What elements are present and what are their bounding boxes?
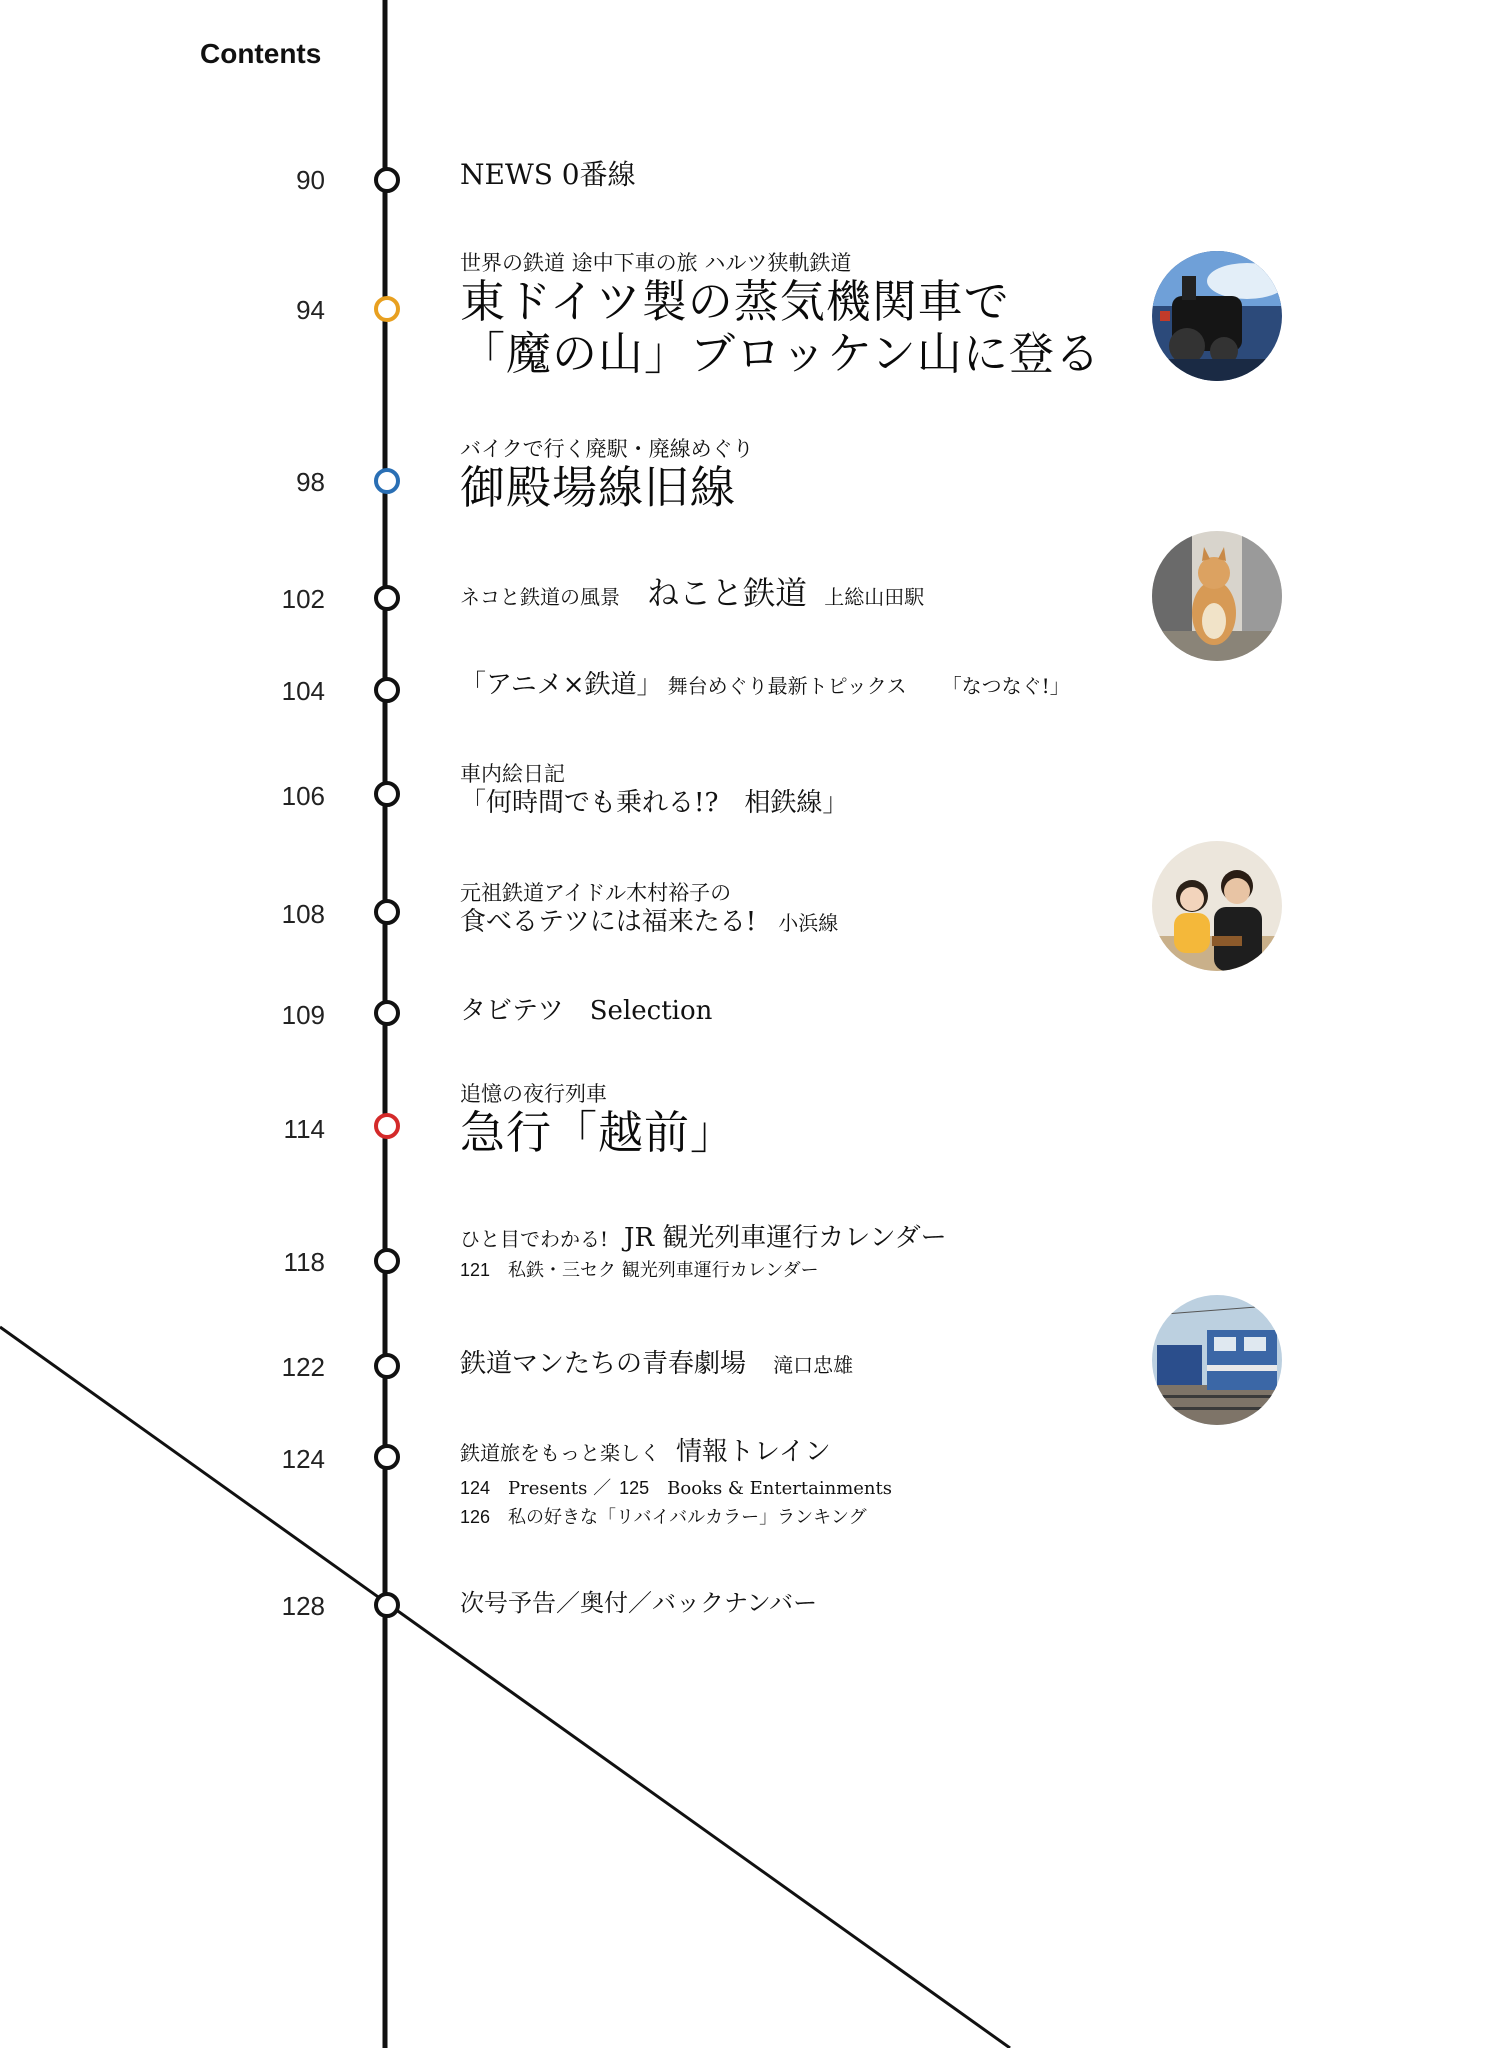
entry-kicker: 元祖鉄道アイドル木村裕子の <box>460 881 732 905</box>
toc-entry[interactable] <box>460 669 1070 701</box>
entry-note: 滝口忠雄 <box>773 1353 854 1377</box>
entry-note: 「なつなぐ!」 <box>941 674 1070 698</box>
entry-title-line2: 「魔の山」ブロッケン山に登る <box>460 327 1101 380</box>
station-marker <box>374 1000 400 1026</box>
entry-kicker: ネコと鉄道の風景 <box>460 585 620 609</box>
steam-locomotive-photo <box>1152 251 1282 381</box>
sub-entry-text: Presents ／ <box>508 1478 612 1499</box>
entry-title-line1: 東ドイツ製の蒸気機関車で <box>460 275 1010 328</box>
station-marker-red <box>374 1113 400 1139</box>
station-marker <box>374 1444 400 1470</box>
page-number: 128 <box>281 1591 325 1621</box>
toc-entry[interactable] <box>460 1222 947 1285</box>
toc-entry[interactable] <box>460 761 848 819</box>
station-marker <box>374 677 400 703</box>
entry-title: 「何時間でも乗れる!? 相鉄線」 <box>460 788 849 818</box>
toc-entry[interactable] <box>460 1081 736 1159</box>
station-marker <box>374 585 400 611</box>
station-marker <box>374 1592 400 1618</box>
station-marker-orange <box>374 296 400 322</box>
page-number: 98 <box>296 467 325 497</box>
page-number: 124 <box>281 1444 325 1474</box>
toc-entry[interactable] <box>460 1587 817 1619</box>
page-number: 114 <box>283 1114 325 1144</box>
entry-title: 鉄道マンたちの青春劇場 <box>460 1349 747 1379</box>
toc-entry[interactable] <box>460 880 838 938</box>
toc-entry[interactable] <box>460 995 712 1027</box>
entry-title: 御殿場線旧線 <box>460 461 737 514</box>
entry-kicker: バイクで行く廃駅・廃線めぐり <box>460 437 754 461</box>
page-number: 122 <box>281 1352 325 1382</box>
entry-title: 「アニメ×鉄道」 <box>460 670 663 700</box>
page-number: 118 <box>283 1247 325 1277</box>
electric-locomotive-photo <box>1152 1295 1282 1425</box>
entry-title: ねこと鉄道 <box>647 574 808 612</box>
station-marker <box>374 1248 400 1274</box>
station-marker <box>374 781 400 807</box>
entry-kicker: ひと目でわかる! <box>460 1227 609 1251</box>
entry-title: 食べるテツには福来たる! <box>460 907 757 937</box>
entry-kicker: 鉄道旅をもっと楽しく <box>460 1441 660 1465</box>
sub-page-number: 121 <box>460 1260 491 1280</box>
page-number: 90 <box>296 165 325 195</box>
entry-kicker: 車内絵日記 <box>460 762 565 786</box>
entry-title: 次号予告／奥付／バックナンバー <box>460 1589 818 1617</box>
cat-photo <box>1152 531 1282 661</box>
station-marker-blue <box>374 468 400 494</box>
sub-entry-text: Books & Entertainments <box>667 1478 892 1499</box>
sub-page-number: 124 <box>460 1478 491 1498</box>
entry-title: NEWS 0番線 <box>460 158 636 191</box>
sub-page-number: 125 <box>619 1478 650 1498</box>
page-number: 94 <box>296 295 325 325</box>
toc-entry[interactable] <box>460 576 924 610</box>
page-number: 104 <box>281 676 325 706</box>
toc-entry[interactable] <box>460 1436 892 1532</box>
entry-note: 上総山田駅 <box>824 585 925 609</box>
toc-entry[interactable] <box>460 250 1101 380</box>
entry-kicker: 追憶の夜行列車 <box>460 1082 607 1106</box>
entry-kicker: 舞台めぐり最新トピックス <box>667 674 907 698</box>
toc-entry[interactable] <box>460 436 754 514</box>
idol-and-chef-photo <box>1152 841 1282 971</box>
page-number: 109 <box>281 1000 325 1030</box>
station-marker <box>374 167 400 193</box>
sub-page-number: 126 <box>460 1507 491 1527</box>
entry-title: 急行「越前」 <box>460 1106 737 1159</box>
station-marker <box>374 899 400 925</box>
entry-note: 小浜線 <box>778 911 839 935</box>
page-number: 108 <box>281 899 325 929</box>
station-marker <box>374 1353 400 1379</box>
sub-entry-text: 私鉄・三セク 観光列車運行カレンダー <box>508 1260 819 1281</box>
page-number: 106 <box>281 781 325 811</box>
sub-entry-text: 私の好きな「リバイバルカラー」ランキング <box>508 1507 867 1528</box>
entry-title: タビテツ Selection <box>460 996 713 1026</box>
page-number: 102 <box>281 584 325 614</box>
entry-title: JR 観光列車運行カレンダー <box>624 1223 947 1253</box>
entry-title: 情報トレイン <box>676 1437 831 1467</box>
toc-entry[interactable] <box>460 158 636 192</box>
toc-entry[interactable] <box>460 1348 853 1380</box>
contents-heading: Contents <box>200 38 322 69</box>
entry-kicker: 世界の鉄道 途中下車の旅 ハルツ狭軌鉄道 <box>460 251 852 275</box>
